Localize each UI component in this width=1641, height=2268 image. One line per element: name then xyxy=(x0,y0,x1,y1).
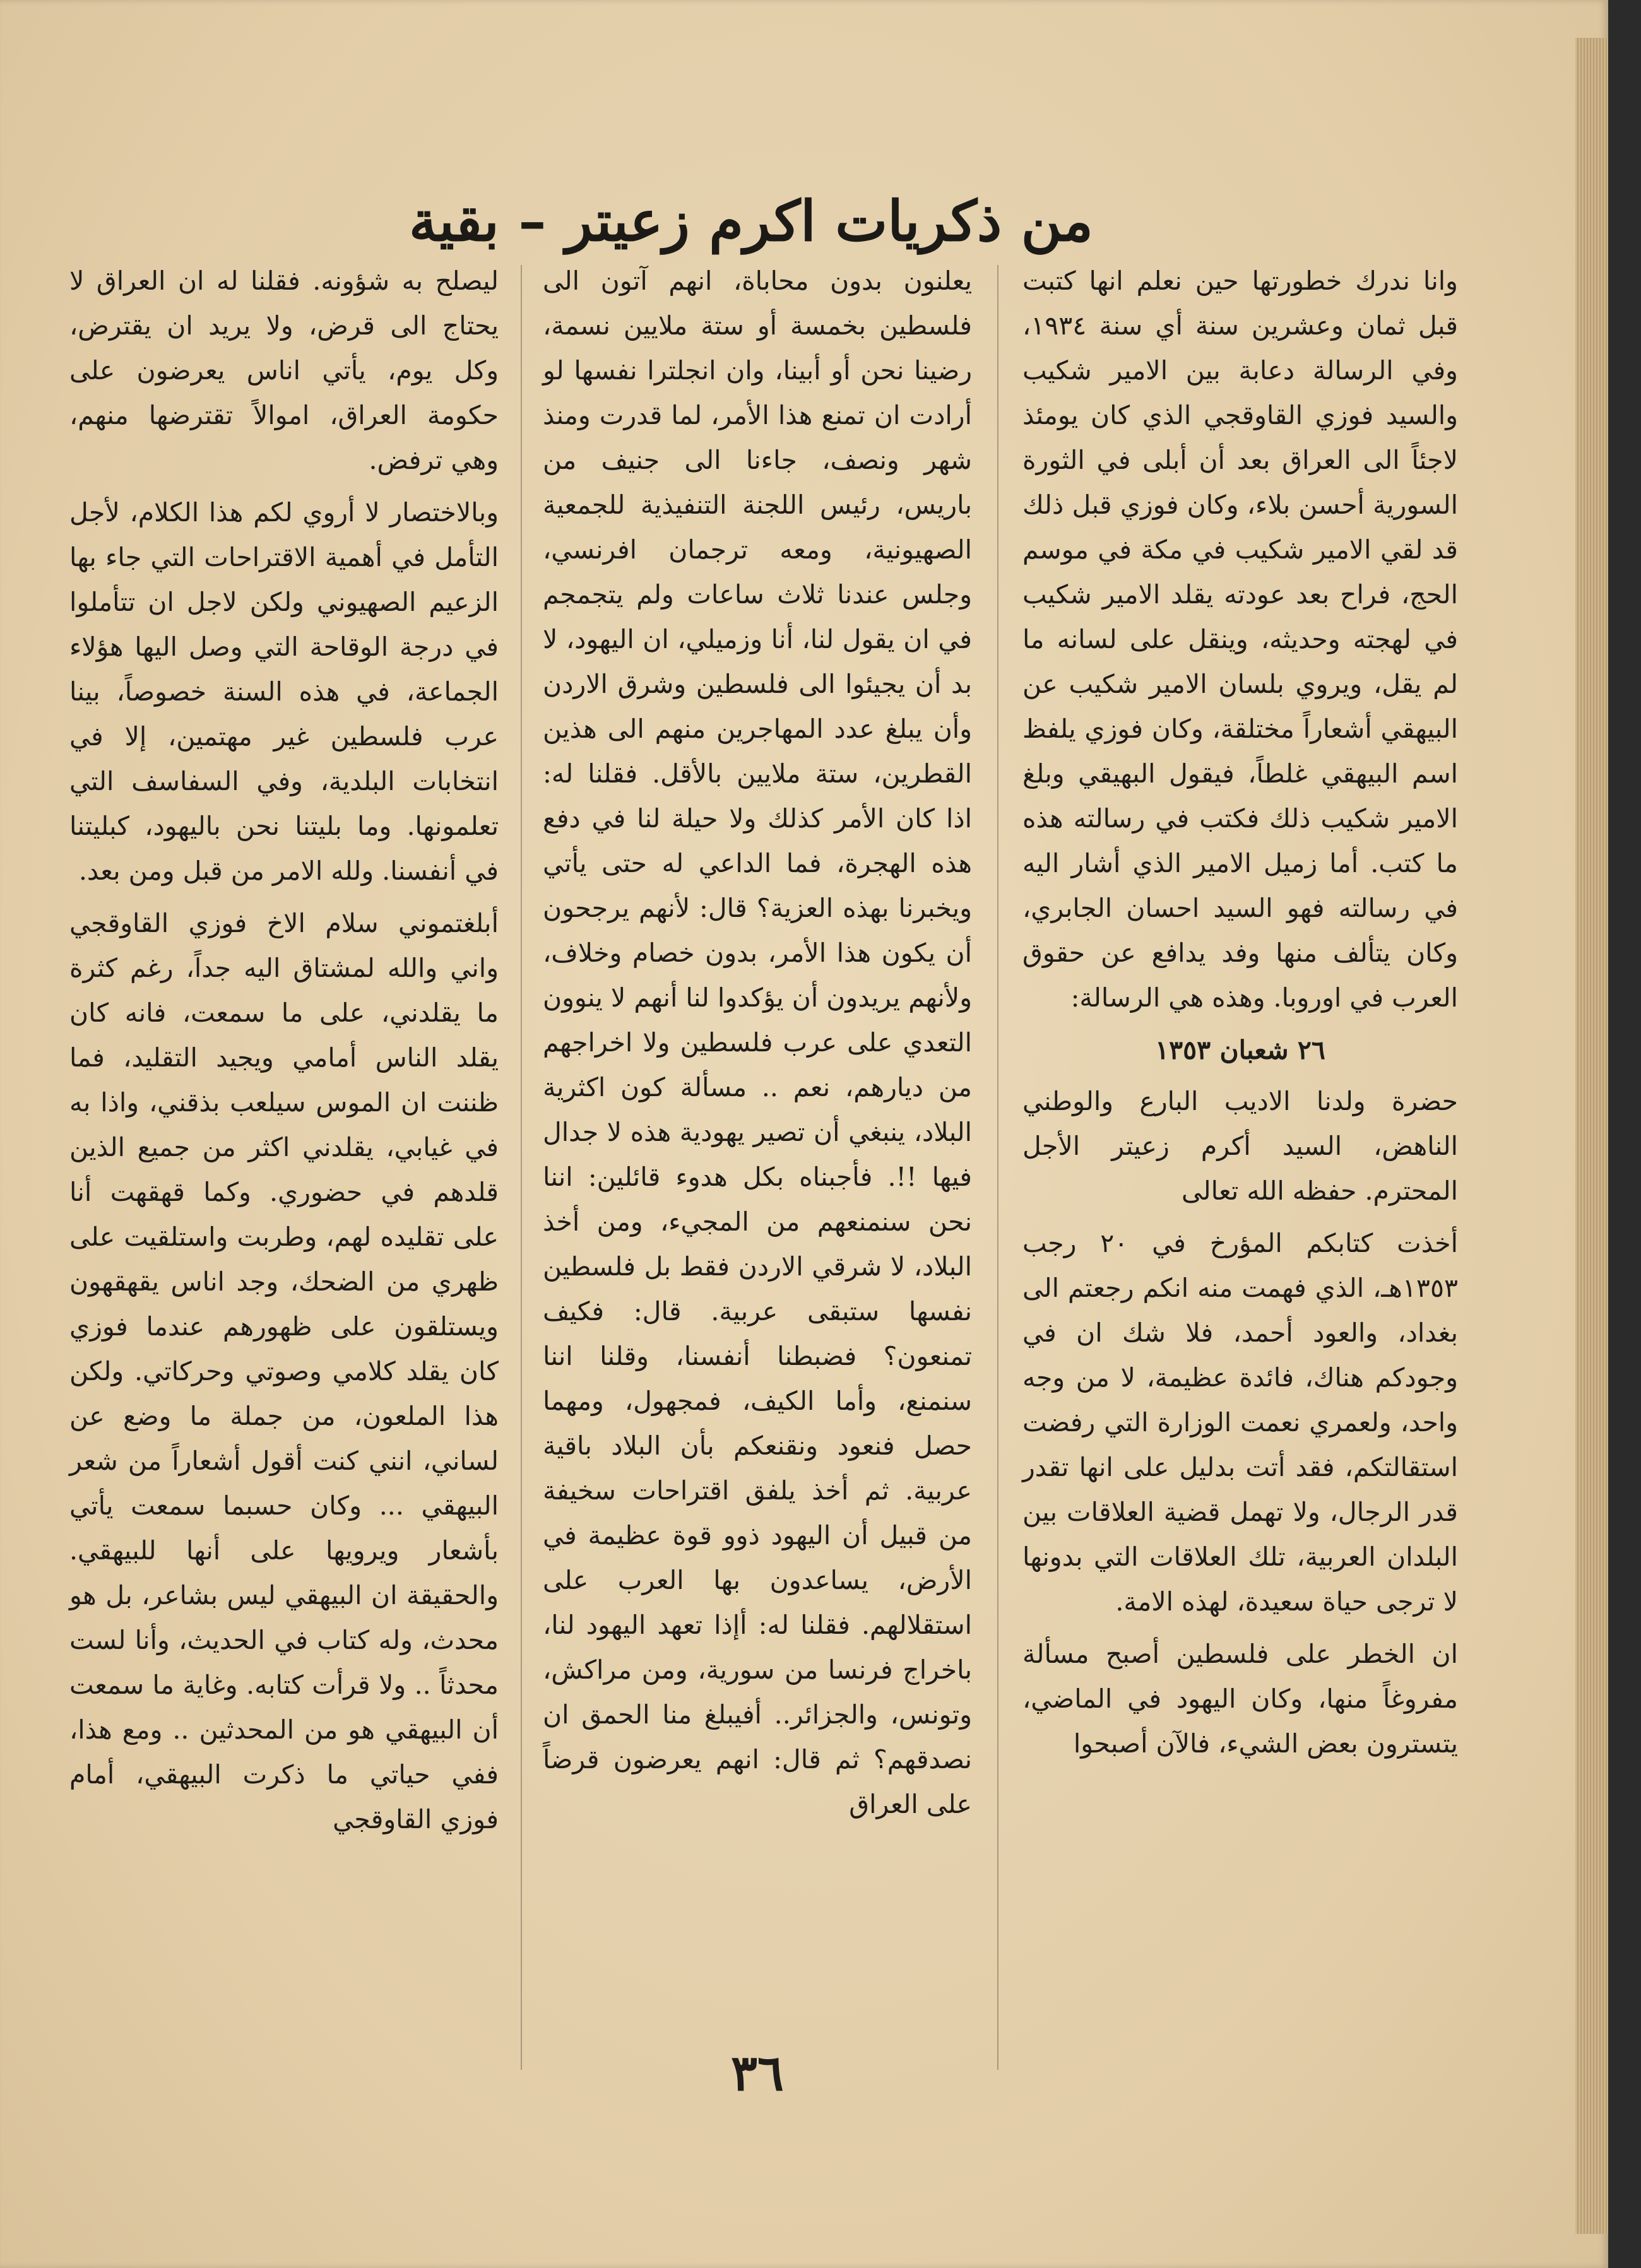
page-number: ٣٦ xyxy=(731,2045,784,2102)
paragraph: أخذت كتابكم المؤرخ في ٢٠ رجب ١٣٥٣هـ، الذي فهمت منه انكم رجعتم الى بغداد، والعود أحمد، فلا شك ان في وجودكم هناك، فائدة عظيمة، لا من وجه واحد، ولعمري نعمت الوزارة التي رفضت استقالتكم، فقد أتت بدليل على انها تقدر قدر الرجال، ولا تهمل قضية العلاقات بين البلدان العربية، تلك العلاقات التي بدونها لا ترجى حياة سعيدة، لهذه الامة. xyxy=(1022,1228,1459,1617)
text-column-right xyxy=(1022,259,1458,2089)
text-column-middle xyxy=(543,259,972,2089)
paragraph: ان الخطر على فلسطين أصبح مسألة مفروغاً منها، وكان اليهود في الماضي، يتسترون بعض الشيء، فالآن أصبحوا xyxy=(1022,1639,1458,1759)
column-divider xyxy=(521,265,522,2070)
column-divider xyxy=(997,265,998,2070)
paragraph: أبلغتموني سلام الاخ فوزي القاوقجي واني والله لمشتاق اليه جداً، رغم كثرة ما يقلدني، على ما سمعت، فانه كان يقلد الناس أمامي ويجيد التقليد، فما ظننت ان الموس سيلعب بذقني، واذا به في غيابي، يقلدني اكثر من جميع الذين قلدهم في حضوري. وكما قهقهت أنا على تقليده لهم، وطربت واستلقيت على ظهري من الضحك، وجد اناس يقهقهون ويستلقون على ظهورهم عندما فوزي كان يقلد كلامي وصوتي وحركاتي. ولكن هذا الملعون، من جملة ما وضع عن لساني، انني كنت أقول أشعاراً من شعر البيهقي ... وكان حسبما سمعت يأتي بأشعار ويرويها على أنها للبيهقي. والحقيقة ان البيهقي ليس بشاعر، بل هو محدث، وله كتاب في الحديث، وأنا لست محدثاً .. ولا قرأت كتابه. وغاية ما سمعت أن البيهقي هو من المحدثين .. ومع هذا، ففي حياتي ما ذكرت البيهقي، أمام فوزي القاوقجي xyxy=(69,908,499,1834)
article-title: من ذكريات اكرم زعيتر – بقية xyxy=(409,188,1093,254)
paragraph: يعلنون بدون محاباة، انهم آتون الى فلسطين بخمسة أو ستة ملايين نسمة، رضينا نحن أو أبينا، وان انجلترا نفسها لو أرادت ان تمنع هذا الأمر، لما قدرت ومنذ شهر ونصف، جاءنا الى جنيف من باريس، رئيس اللجنة التنفيذية للجمعية الصهيونية، ومعه ترجمان افرنسي، وجلس عندنا ثلاث ساعات ولم يتجمجم في ان يقول لنا، أنا وزميلي، ان اليهود، لا بد أن يجيئوا الى فلسطين وشرق الاردن وأن يبلغ عدد المهاجرين منهم الى هذين القطرين، ستة ملايين بالأقل. فقلنا له: اذا كان الأمر كذلك ولا حيلة لنا في دفع هذه الهجرة، فما الداعي له حتى يأتي ويخبرنا بهذه العزية؟ قال: لأنهم يرجحون أن يكون هذا الأمر، بدون خصام وخلاف، ولأنهم يريدون أن يؤكدوا لنا أنهم لا ينوون التعدي على عرب فلسطين ولا اخراجهم من ديارهم، نعم .. مسألة كون اكثرية البلاد، ينبغي أن تصير يهودية هذه لا جدال فيها !!. فأجبناه بكل هدوء قائلين: اننا نحن سنمنعهم من المجيء، ومن أخذ البلاد، لا شرقي الاردن فقط بل فلسطين نفسها ستبقى عربية. قال: فكيف تمنعون؟ فضبطنا أنفسنا، وقلنا اننا سنمنع، وأما الكيف، فمجهول، ومهما حصل فنعود ونقنعكم بأن البلاد باقية عربية. ثم أخذ يلفق اقتراحات سخيفة من قبيل أن اليهود ذوو قوة عظيمة في الأرض، يساعدون بها العرب على استقلالهم. فقلنا له: أإذا تعهد اليهود لنا، باخراج فرنسا من سورية، ومن مراكش، وتونس، والجزائر.. أفيبلغ منا الحمق ان نصدقهم؟ ثم قال: انهم يعرضون قرضاً على العراق xyxy=(543,266,972,1819)
letter-date: ٢٦ شعبان ١٣٥٣ xyxy=(1155,1035,1325,1065)
paragraph: وبالاختصار لا أروي لكم هذا الكلام، لأجل التأمل في أهمية الاقتراحات التي جاء بها الزعيم الصهيوني ولكن لاجل ان تتأملوا في درجة الوقاحة التي وصل اليها هؤلاء الجماعة، في هذه السنة خصوصاً، بينا عرب فلسطين غير مهتمين، إلا في انتخابات البلدية، وفي السفاسف التي تعلمونها. وما بليتنا نحن باليهود، كبليتنا في أنفسنا. ولله الامر من قبل ومن بعد. xyxy=(69,497,499,886)
paragraph: حضرة ولدنا الاديب البارع والوطني الناهض، السيد أكرم زعيتر الأجل المحترم. حفظه الله تعالى xyxy=(1022,1086,1458,1206)
paragraph: ليصلح به شؤونه. فقلنا له ان العراق لا يحتاج الى قرض، ولا يريد ان يقترض، وكل يوم، يأتي اناس يعرضون على حكومة العراق، اموالاً تقترضها منهم، وهي ترفض. xyxy=(69,266,499,475)
text-column-left xyxy=(69,259,499,2089)
page-edge xyxy=(1575,38,1608,2234)
paragraph: وانا ندرك خطورتها حين نعلم انها كتبت قبل ثمان وعشرين سنة أي سنة ١٩٣٤، وفي الرسالة دعابة بين الامير شكيب والسيد فوزي القاوقجي الذي كان يومئذ لاجئاً الى العراق بعد أن أبلى في الثورة السورية أحسن بلاء، وكان فوزي قبل ذلك قد لقي الامير شكيب في مكة في موسم الحج، فراح بعد عودته يقلد الامير شكيب في لهجته وحديثه، وينقل على لسانه ما لم يقل، ويروي بلسان الامير شكيب عن البيهقي أشعاراً مختلقة، وكان فوزي يلفظ اسم البيهقي غلطاً، فيقول البهيقي وبلغ الامير شكيب ذلك فكتب في رسالته هذه ما كتب. أما زميل الامير الذي أشار اليه في رسالته فهو السيد احسان الجابري، وكان يتألف منها وفد يدافع عن حقوق العرب في اوروبا. وهذه هي الرسالة: xyxy=(1022,266,1458,1013)
